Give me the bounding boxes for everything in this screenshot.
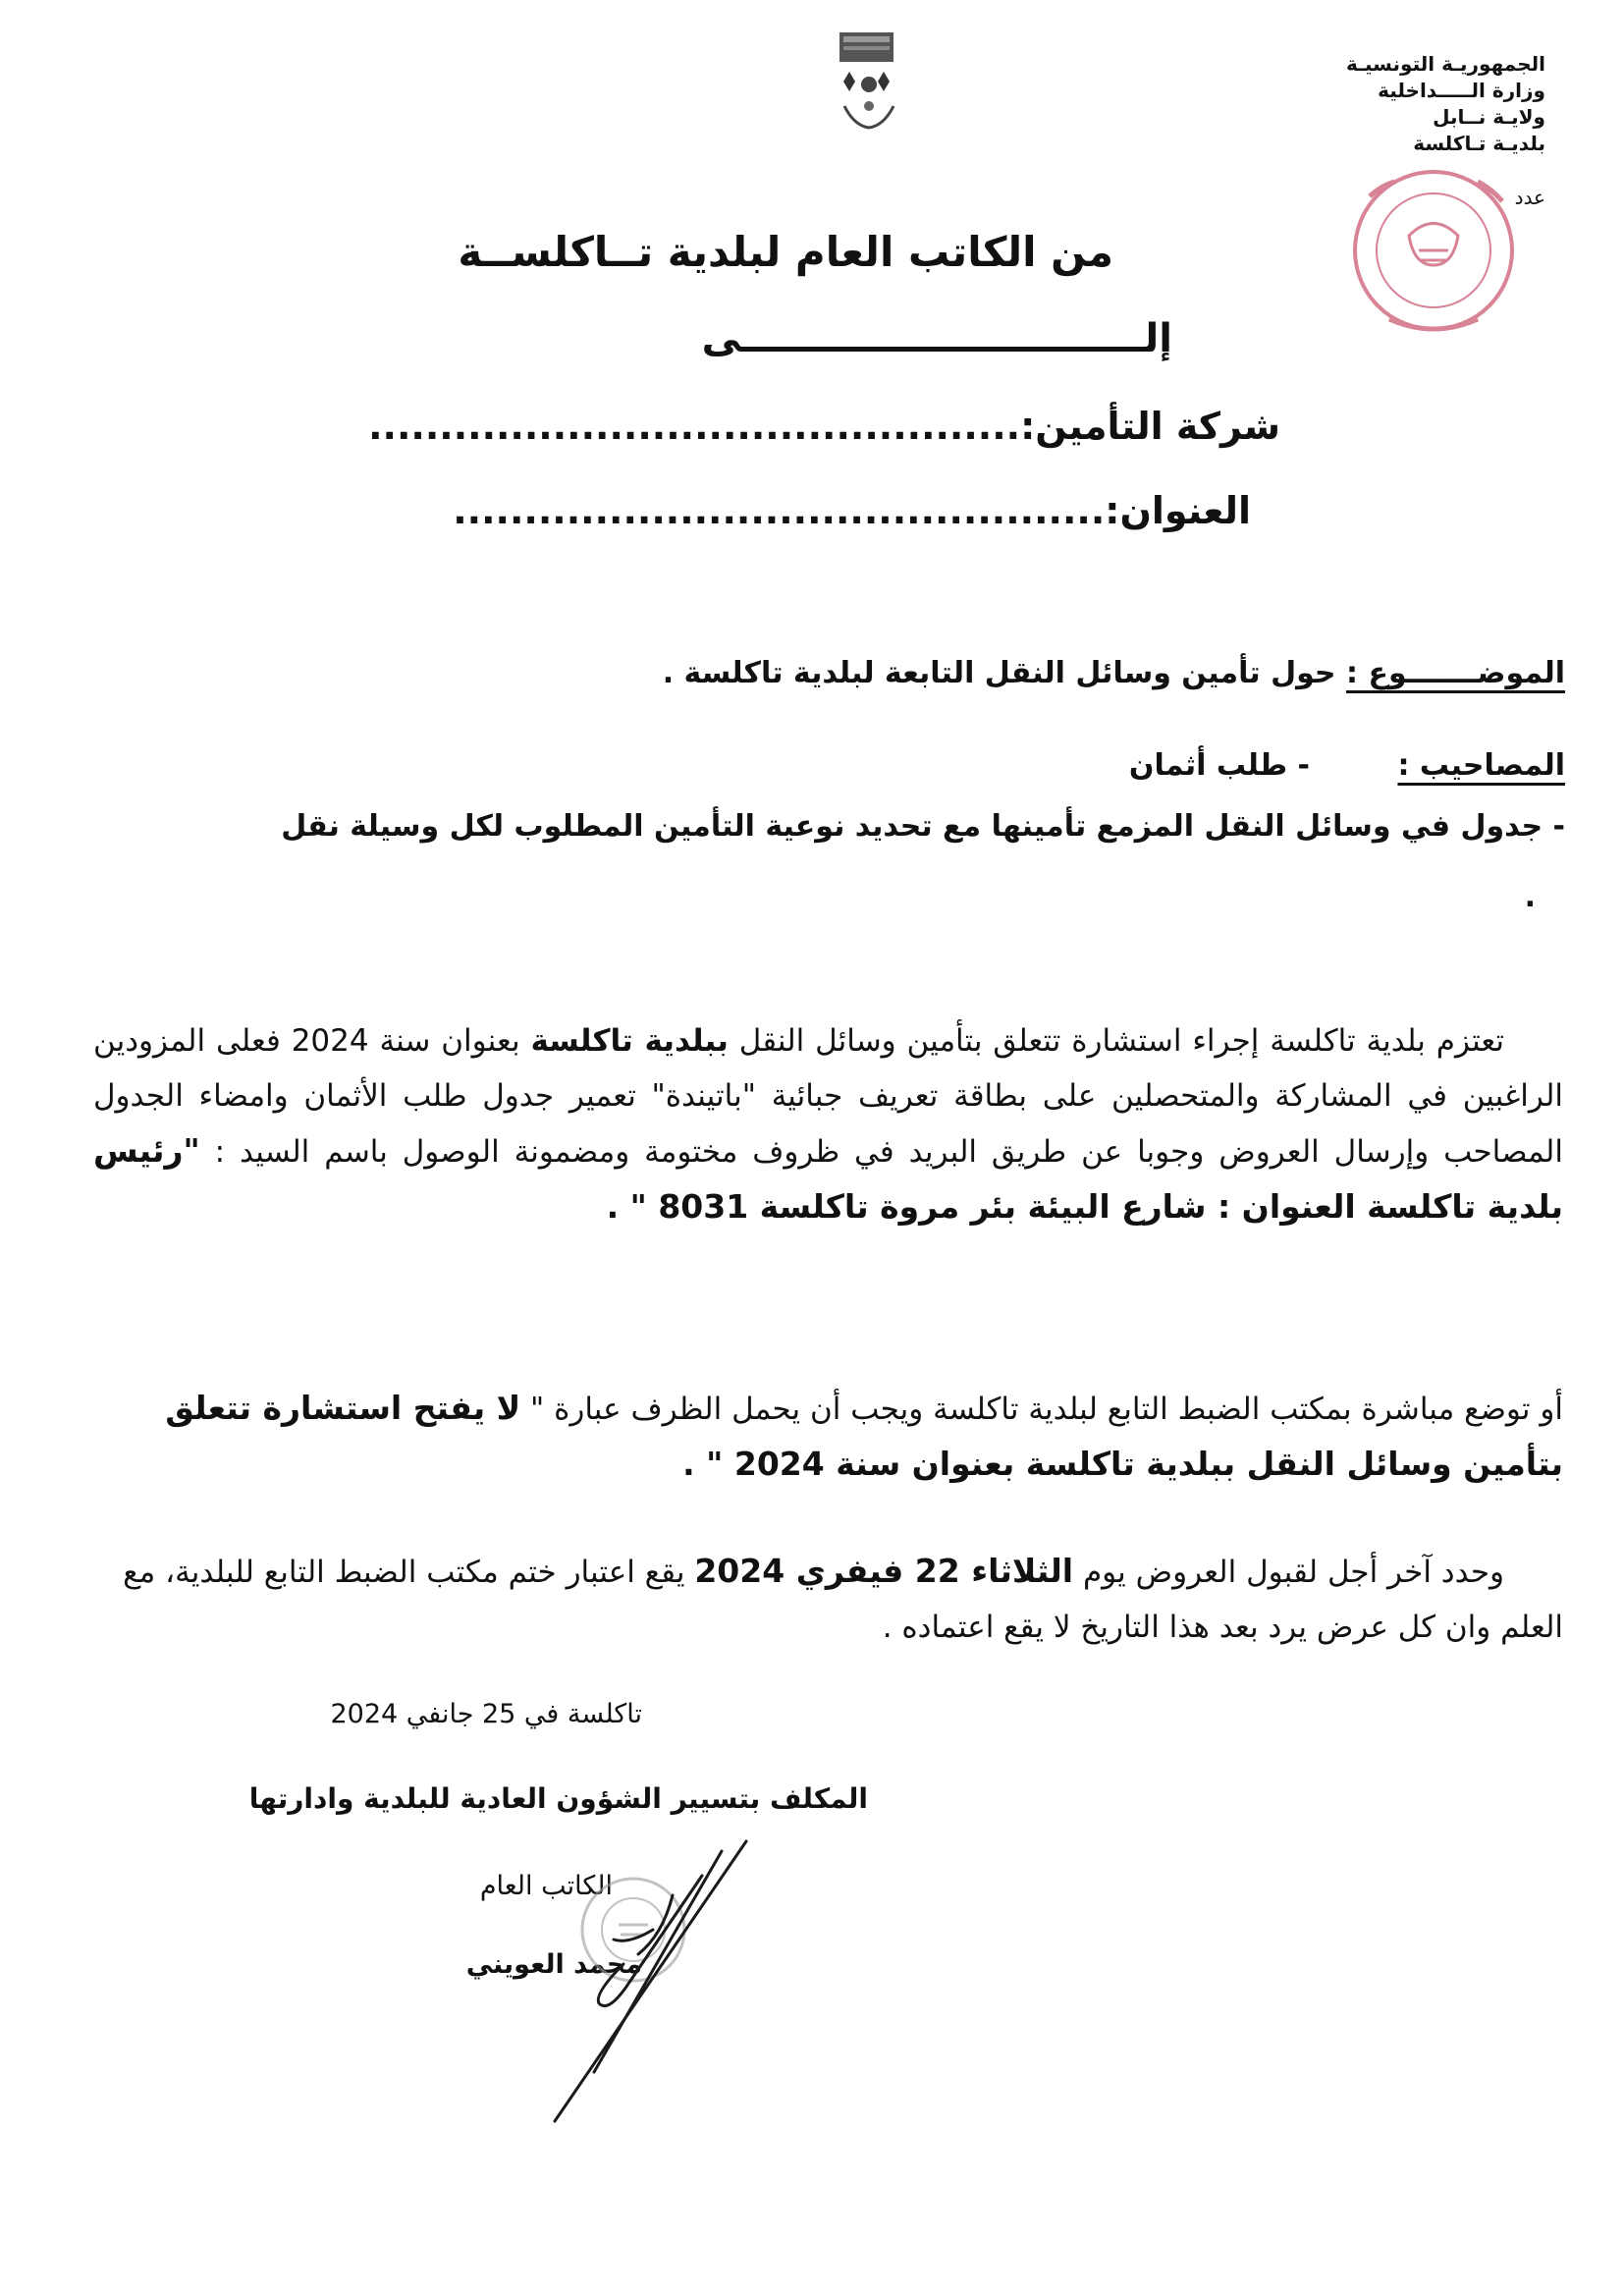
attachments-label: المصاحيب : xyxy=(1397,748,1565,783)
deadline-date: الثلاثاء 22 فيفري 2024 xyxy=(694,1552,1074,1590)
body-text: تعتزم بلدية تاكلسة إجراء استشارة تتعلق بتأمين وسائل النقل xyxy=(728,1023,1505,1059)
body-text: وحدد آخر أجل لقبول العروض يوم xyxy=(1073,1555,1504,1590)
republic-emblem-icon xyxy=(820,27,918,136)
municipality-name: بلديـة تـاكلسة xyxy=(1413,132,1545,155)
signatory-role: المكلف بتسيير الشؤون العادية للبلدية وادارتها xyxy=(248,1782,868,1815)
address-field: العنوان:.............................................. xyxy=(453,489,1251,532)
letter-date: تاكلسة في 25 جانفي 2024 xyxy=(330,1699,642,1729)
body-paragraph xyxy=(93,1013,1563,1235)
subject-label: الموضـــــــوع : xyxy=(1346,656,1565,690)
handwritten-signature xyxy=(535,1836,761,2131)
attachment-item: - جدول في وسائل النقل المزمع تأمينها مع تحديد نوعية التأمين المطلوب لكل وسيلة نقل xyxy=(281,809,1565,844)
subject-text: حول تأمين وسائل النقل التابعة لبلدية تاكلسة . xyxy=(662,656,1336,690)
body-text: أو توضع مباشرة بمكتب الضبط التابع لبلدية تاكلسة ويجب أن يحمل الظرف عبارة " xyxy=(520,1392,1563,1427)
body-paragraph xyxy=(93,1544,1563,1655)
envelope-mention: لا يفتح استشارة تتعلق بتأمين وسائل النقل ببلدية تاكلسة بعنوان سنة 2024 " . xyxy=(165,1389,1563,1483)
republic-name: الجمهوريـة التونسيـة xyxy=(1346,52,1545,76)
from-line: من الكاتب العام لبلدية تــاكلســة xyxy=(458,228,1113,276)
reference-number: عدد xyxy=(1514,186,1545,209)
attachment-end-mark: . xyxy=(1524,880,1536,914)
governorate-name: ولايـة نــابل xyxy=(1433,105,1545,129)
secretary-general-title: الكاتب العام xyxy=(479,1871,613,1901)
body-paragraph xyxy=(93,1381,1563,1493)
body-text: بعنوان سنة 2024 فعلى المزودين الراغبين في المشاركة والمتحصلين على بطاقة تعريف جبائية "باتيندة" تعمير جدول طلب الأثمان وامضاء الجدول المصاحب وإرسال العروض وجوبا عن طريق البريد في ظروف مختومة ومضمونة الوصول باسم السيد : xyxy=(93,1023,1563,1170)
attachment-item: - طلب أثمان xyxy=(1128,748,1310,783)
body-text-bold: ببلدية تاكلسة xyxy=(530,1023,729,1059)
body-text: يقع اعتبار ختم مكتب الضبط التابع للبلدية، مع العلم وان كل عرض يرد بعد هذا التاريخ لا يقع اعتماده . xyxy=(123,1555,1563,1645)
insurer-field: شركة التأمين:.............................................. xyxy=(368,405,1280,448)
subject-line xyxy=(663,656,1565,690)
secretary-general-name: محمد العويني xyxy=(465,1949,642,1980)
recipient-address: "رئيس بلدية تاكلسة العنوان : شارع البيئة بئر مروة تاكلسة 8031 " . xyxy=(93,1131,1563,1226)
ministry-name: وزارة الـــــداخلية xyxy=(1378,79,1545,102)
to-line: إلــــــــــــــــــــــــــــــى xyxy=(701,316,1172,361)
municipal-seal xyxy=(1311,157,1537,344)
